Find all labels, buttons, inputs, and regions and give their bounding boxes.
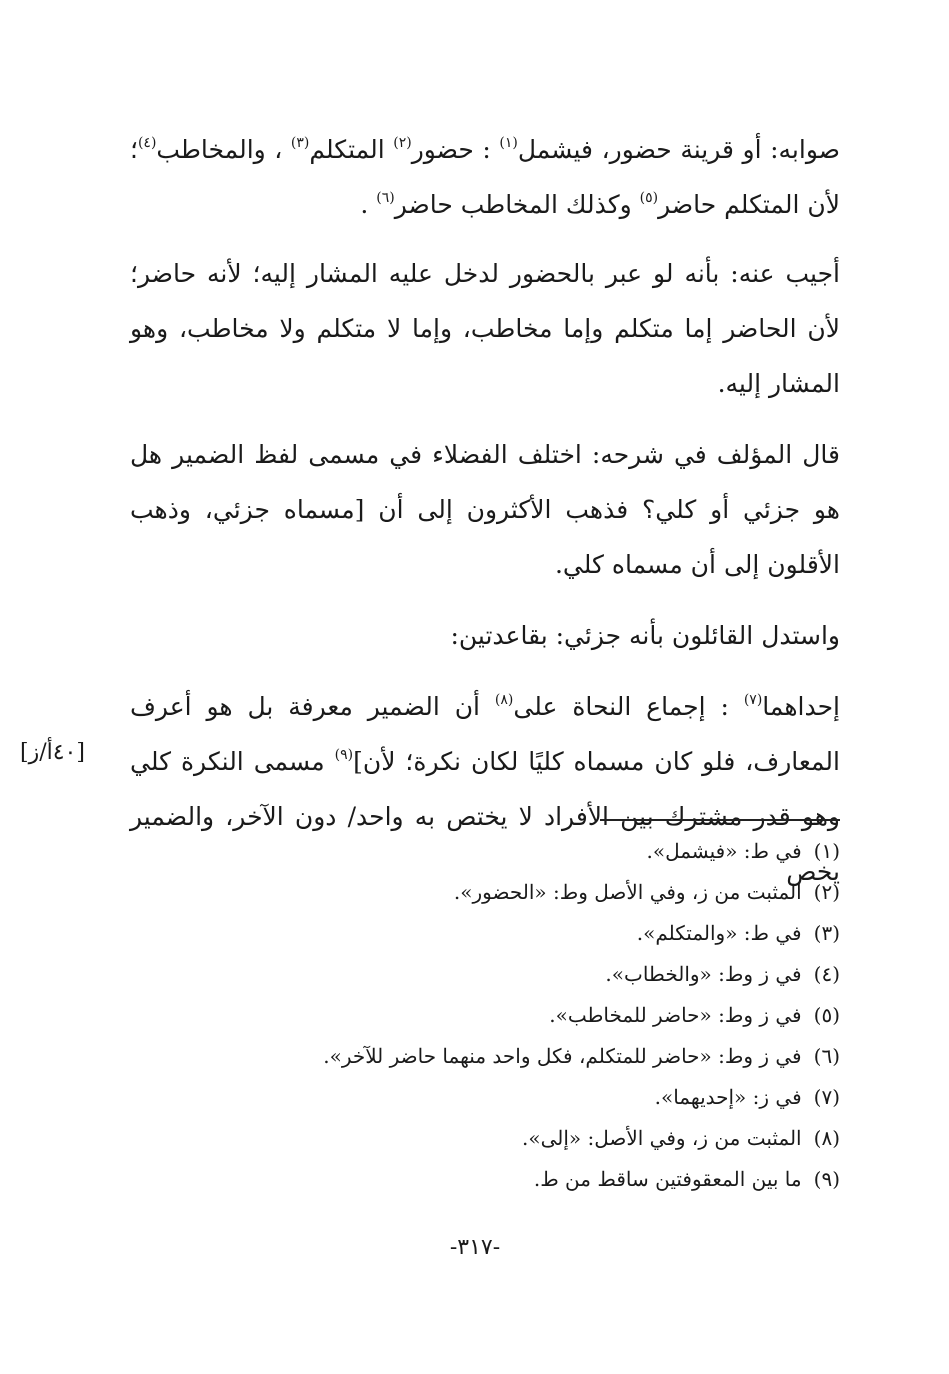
paragraph-4 — [130, 608, 840, 663]
footnote-item — [130, 831, 840, 872]
text-run: المتكلم — [309, 135, 394, 164]
text-run: . — [360, 190, 377, 219]
footnote-number: (٥) — [813, 1003, 840, 1027]
footnote-reference: (٥) — [639, 190, 659, 206]
manuscript-folio-marker: [٤٠أ/ز] — [20, 740, 85, 765]
paragraph-3 — [130, 427, 840, 592]
footnote-number: (٩) — [813, 1167, 840, 1191]
footnote-number: (٤) — [813, 962, 840, 986]
text-run: : إجماع النحاة على — [513, 692, 744, 721]
footnote-text: المثبت من ز، وفي الأصل وط: «الحضور». — [453, 880, 802, 904]
footnote-separator — [600, 819, 840, 821]
paragraph-2 — [130, 246, 840, 411]
footnote-item — [130, 1159, 840, 1200]
text-run: : حضور — [411, 135, 500, 164]
text-run: إحداهما — [762, 692, 841, 721]
footnote-number: (٣) — [813, 921, 840, 945]
footnote-item — [130, 913, 840, 954]
text-run: صوابه: أو قرينة حضور، فيشمل — [517, 135, 840, 164]
footnote-number: (٦) — [813, 1044, 840, 1068]
footnote-text: في ز وط: «حاضر للمخاطب». — [549, 1003, 802, 1027]
footnote-reference: (٣) — [290, 135, 310, 151]
text-run: ، والمخاطب — [156, 135, 291, 164]
text-run: واستدل القائلون بأنه جزئي: بقاعدتين: — [450, 621, 840, 650]
footnote-reference: (٦) — [376, 190, 395, 206]
footnote-number: (٧) — [813, 1085, 840, 1109]
text-run: قال المؤلف في شرحه: اختلف الفضلاء في مسمى لفظ الضمير هل هو جزئي أو كلي؟ فذهب الأكثرون إلى أن [مسماه جزئي، وذهب الأقلون إلى أن مسماه كلي. — [130, 440, 840, 579]
footnote-text: في ز وط: «حاضر للمتكلم، فكل واحد منهما حاضر للآخر». — [323, 1044, 802, 1068]
footnote-item — [130, 872, 840, 913]
footnote-reference: (٨) — [494, 692, 514, 708]
footnote-text: ما بين المعقوفتين ساقط من ط. — [533, 1167, 802, 1191]
footnote-text: في ط: «والمتكلم». — [636, 921, 802, 945]
text-run: أجيب عنه: بأنه لو عبر بالحضور لدخل عليه المشار إليه؛ لأنه حاضر؛ لأن الحاضر إما متكلم وإما مخاطب، وإما لا متكلم ولا مخاطب، وهو المشار إليه. — [130, 259, 840, 398]
footnote-number: (٢) — [813, 880, 840, 904]
footnote-item — [130, 995, 840, 1036]
footnote-number: (١) — [813, 839, 840, 863]
footnote-number: (٨) — [813, 1126, 840, 1150]
footnote-text: المثبت من ز، وفي الأصل: «إلى». — [521, 1126, 802, 1150]
footnote-text: في ز وط: «والخطاب». — [605, 962, 802, 986]
footnote-item — [130, 954, 840, 995]
page-number: -٣١٧- — [449, 1235, 501, 1260]
footnote-reference: (٢) — [393, 135, 412, 151]
footnote-reference: (٩) — [334, 747, 354, 763]
text-run: أن الضمير معرفة بل هو أعرف المعارف، فلو كان مسماه كليًا لكان نكرة؛ لأن] — [130, 692, 840, 776]
footnote-item — [130, 1118, 840, 1159]
footnote-item — [130, 1077, 840, 1118]
main-text — [130, 122, 840, 915]
footnote-text: في ط: «فيشمل». — [646, 839, 802, 863]
footnotes-list — [130, 831, 840, 1200]
text-run: مسمى النكرة كلي وهو قدر مشترك بين الأفراد لا يختص به واحد/ دون الآخر، والضمير يخص — [130, 747, 840, 886]
footnote-reference: (٤) — [137, 135, 157, 151]
paragraph-1 — [130, 122, 840, 232]
footnote-reference: (١) — [499, 135, 518, 151]
footnote-item — [130, 1036, 840, 1077]
footnote-reference: (٧) — [743, 692, 763, 708]
text-run: وكذلك المخاطب حاضر — [394, 190, 640, 219]
footnote-text: في ز: «إحديهما». — [654, 1085, 802, 1109]
text-run: ؛ لأن المتكلم حاضر — [130, 135, 840, 219]
